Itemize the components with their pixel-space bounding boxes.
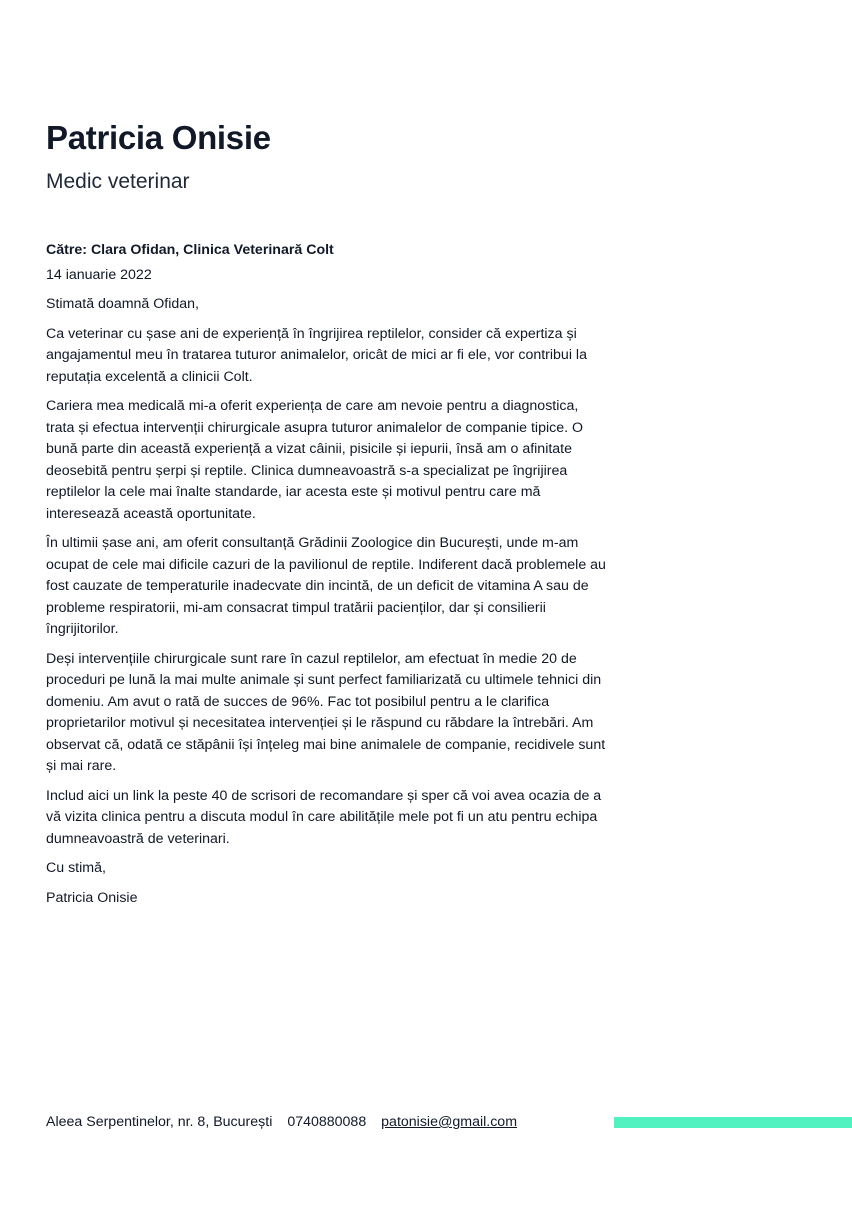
contact-footer (46, 1111, 517, 1133)
footer-email-link[interactable]: patonisie@gmail.com (381, 1114, 518, 1130)
letter-body (46, 240, 608, 909)
letter-header (46, 118, 646, 196)
signature: Patricia Onisie (46, 889, 138, 906)
closing: Cu stimă, (46, 860, 106, 876)
footer-address: Aleea Serpentinelor, nr. 8, București (46, 1114, 273, 1130)
paragraph-2: Cariera mea medicală mi-a oferit experiența de care am nevoie pentru a diagnostica, trata și efectua intervenții chirurgicale asupra tuturor animalelor de companie tipice. O bună parte din această experiență a vizat câinii, pisicile și iepurii, însă am o afinitate deosebită pentru șerpi și reptile. Clinica dumneavoastră s-a specializat pe îngrijirea reptilelor la cele mai înalte standarde, iar acesta este și motivul pentru care mă interesează această oportunitate. (46, 398, 584, 522)
recipient-line: Către: Clara Ofidan, Clinica Veterinară Colt (46, 242, 334, 258)
footer-phone: 0740880088 (287, 1114, 367, 1130)
accent-bar (614, 1117, 852, 1128)
sender-name: Patricia Onisie (46, 119, 271, 156)
letter-date: 14 ianuarie 2022 (46, 266, 152, 283)
paragraph-5: Includ aici un link la peste 40 de scrisori de recomandare și sper că voi avea ocazia de a vă vizita clinica pentru a discuta modul în care abilitățile mele pot fi un atu pentru echipa dumneavoastră de veterinari. (46, 787, 602, 847)
greeting: Stimată doamnă Ofidan, (46, 296, 199, 312)
sender-job-title: Medic veterinar (46, 170, 190, 193)
paragraph-1: Ca veterinar cu șase ani de experiență în îngrijirea reptilelor, consider că expertiza și angajamentul meu în tratarea tuturor animalelor, oricât de mici ar fi ele, vor contribui la reputația excelentă a clinicii Colt. (46, 325, 587, 385)
paragraph-3: În ultimii șase ani, am oferit consultanță Grădinii Zoologice din București, unde m-am ocupat de cele mai dificile cazuri de la pavilionul de reptile. Indiferent dacă problemele au fost cauzate de temperaturile inadecvate din incintă, de un deficit de vitamina A sau de probleme respiratorii, mi-am consacrat timpul tratării pacienților, dar și consilierii îngrijitorilor. (46, 535, 606, 637)
paragraph-4: Deși intervențiile chirurgicale sunt rare în cazul reptilelor, am efectuat în medie 20 de proceduri pe lună la mai multe animale și sunt perfect familiarizată cu ultimele tehnici din domeniu. Am avut o rată de succes de 96%. Fac tot posibilul pentru a le clarifica proprietarilor motivul și necesitatea intervenției și le răspund cu răbdare la întrebări. Am observat că, odată ce stăpânii își înțeleg mai bine animalele de companie, recidivele sunt și mai rare. (46, 650, 606, 774)
